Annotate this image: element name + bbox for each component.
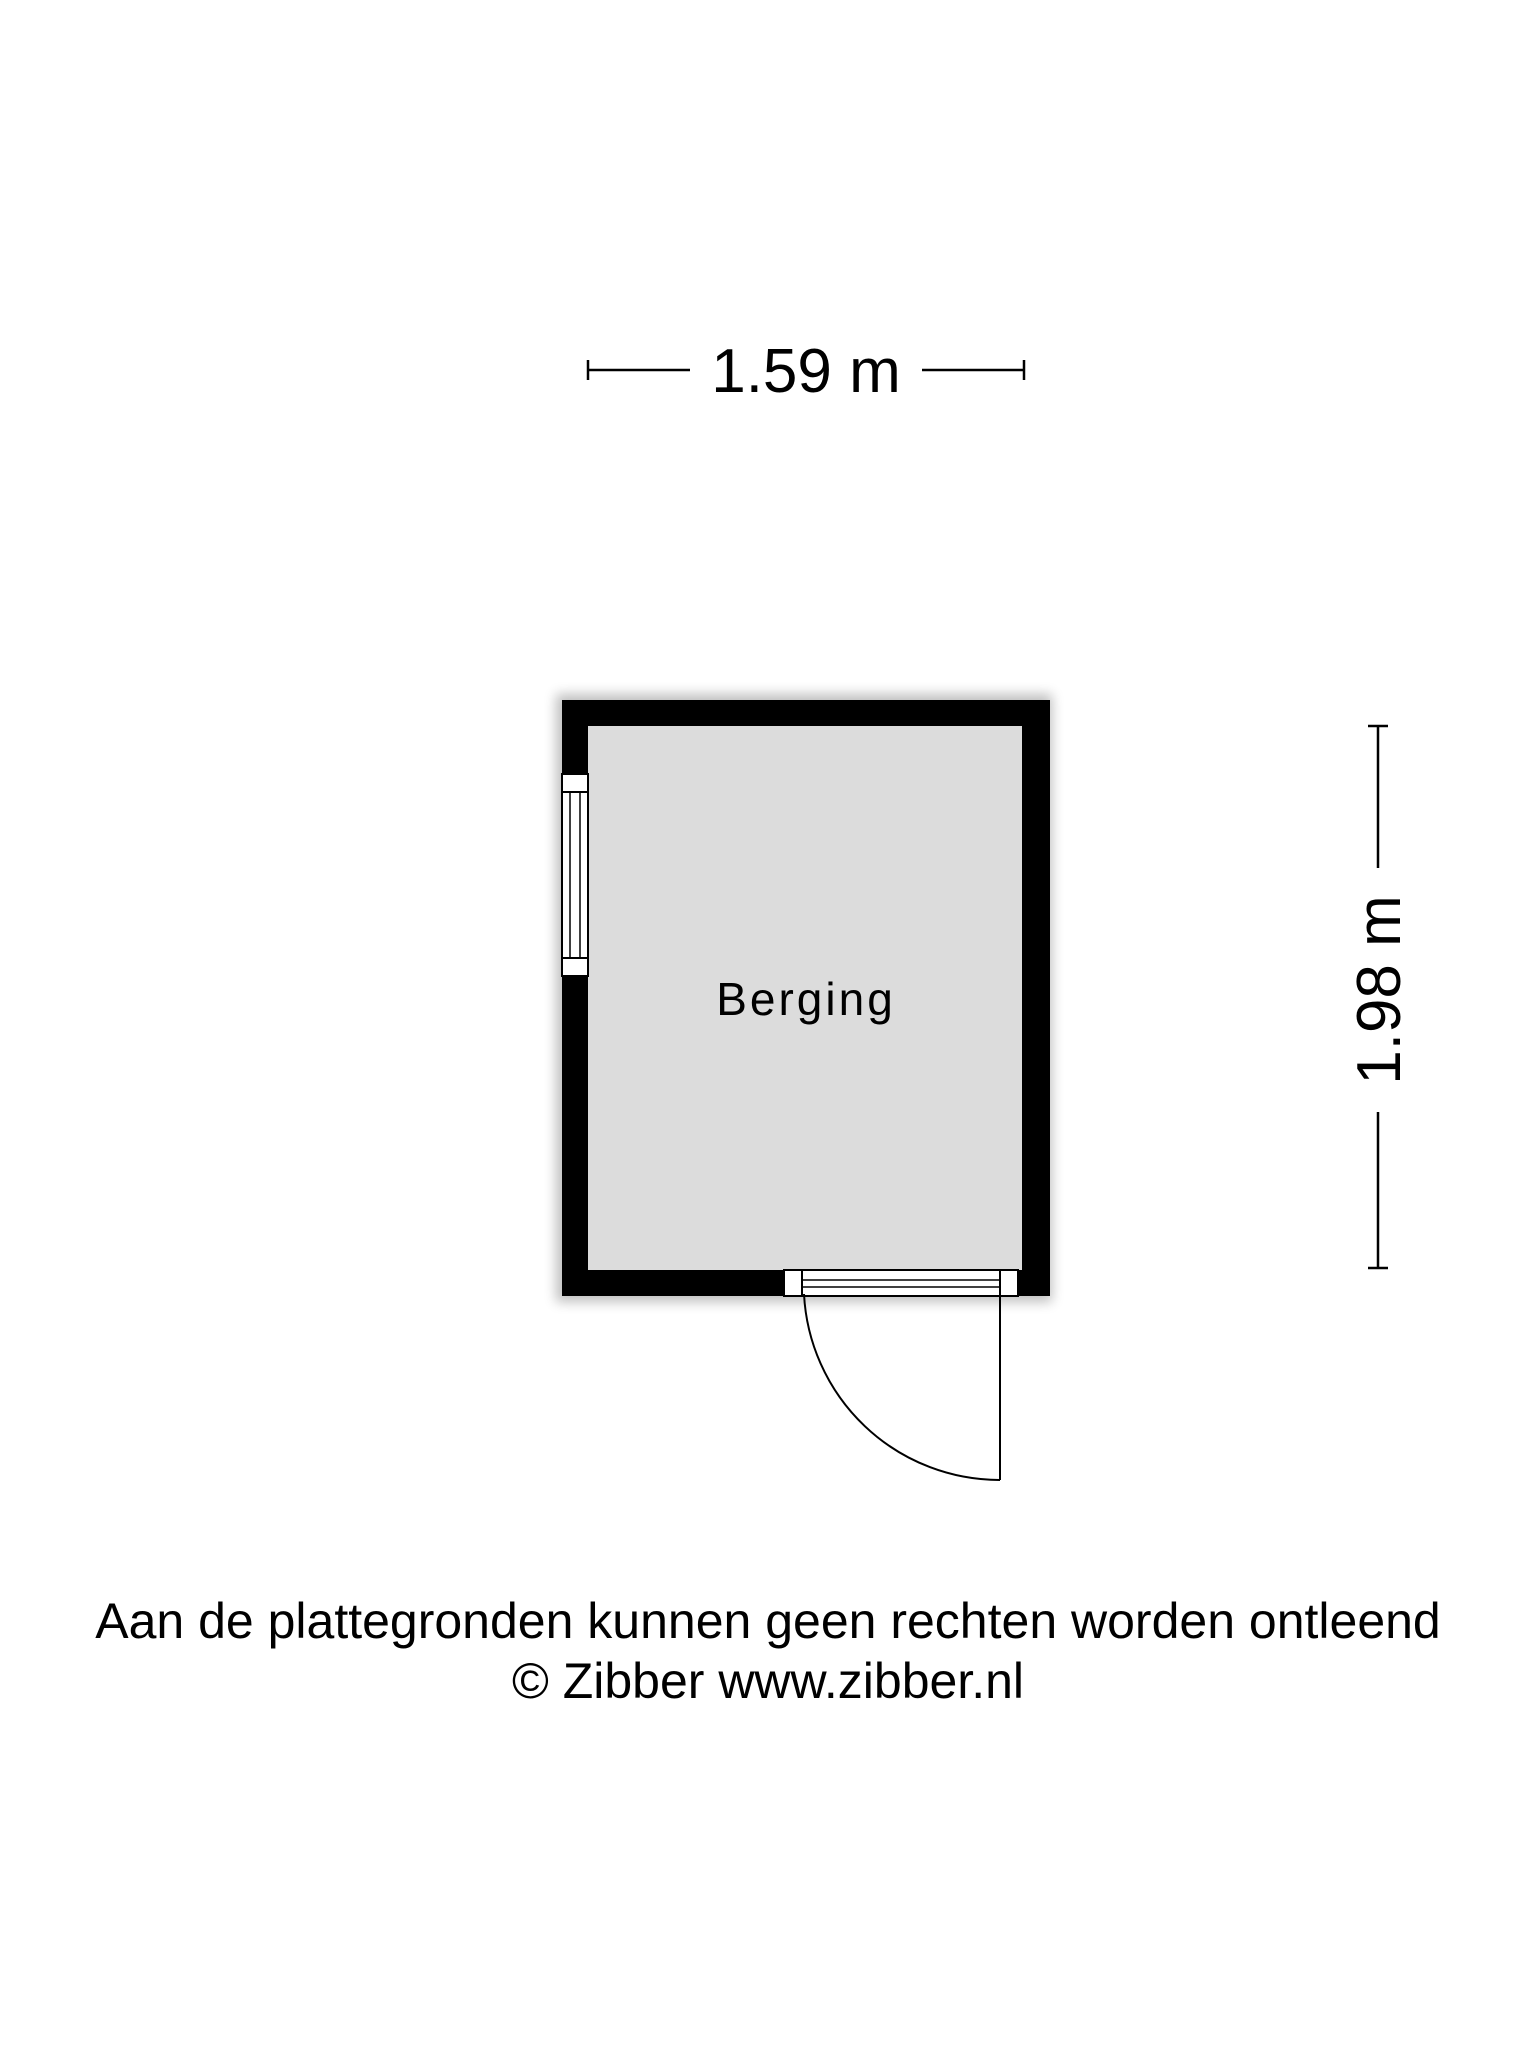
depth-dimension-label: 1.98 m xyxy=(1345,895,1414,1085)
window-frame xyxy=(562,774,588,976)
width-dimension-label: 1.59 m xyxy=(711,337,901,406)
wall-left-upper xyxy=(562,700,588,774)
door-frame xyxy=(784,1270,1018,1296)
door-swing-arc xyxy=(804,1294,1000,1480)
depth-dimension xyxy=(1345,726,1414,1268)
wall-left-lower xyxy=(562,976,588,1296)
disclaimer-text: Aan de plattegronden kunnen geen rechten worden ontleend xyxy=(95,1593,1441,1649)
wall-top xyxy=(562,700,1050,726)
room-label: Berging xyxy=(716,973,896,1025)
wall-right xyxy=(1022,700,1050,1296)
wall-bottom-left xyxy=(562,1270,784,1296)
window-left-wall xyxy=(562,774,588,976)
width-dimension xyxy=(588,337,1024,406)
copyright-text: © Zibber www.zibber.nl xyxy=(511,1653,1025,1709)
wall-bottom-right xyxy=(1018,1270,1050,1296)
